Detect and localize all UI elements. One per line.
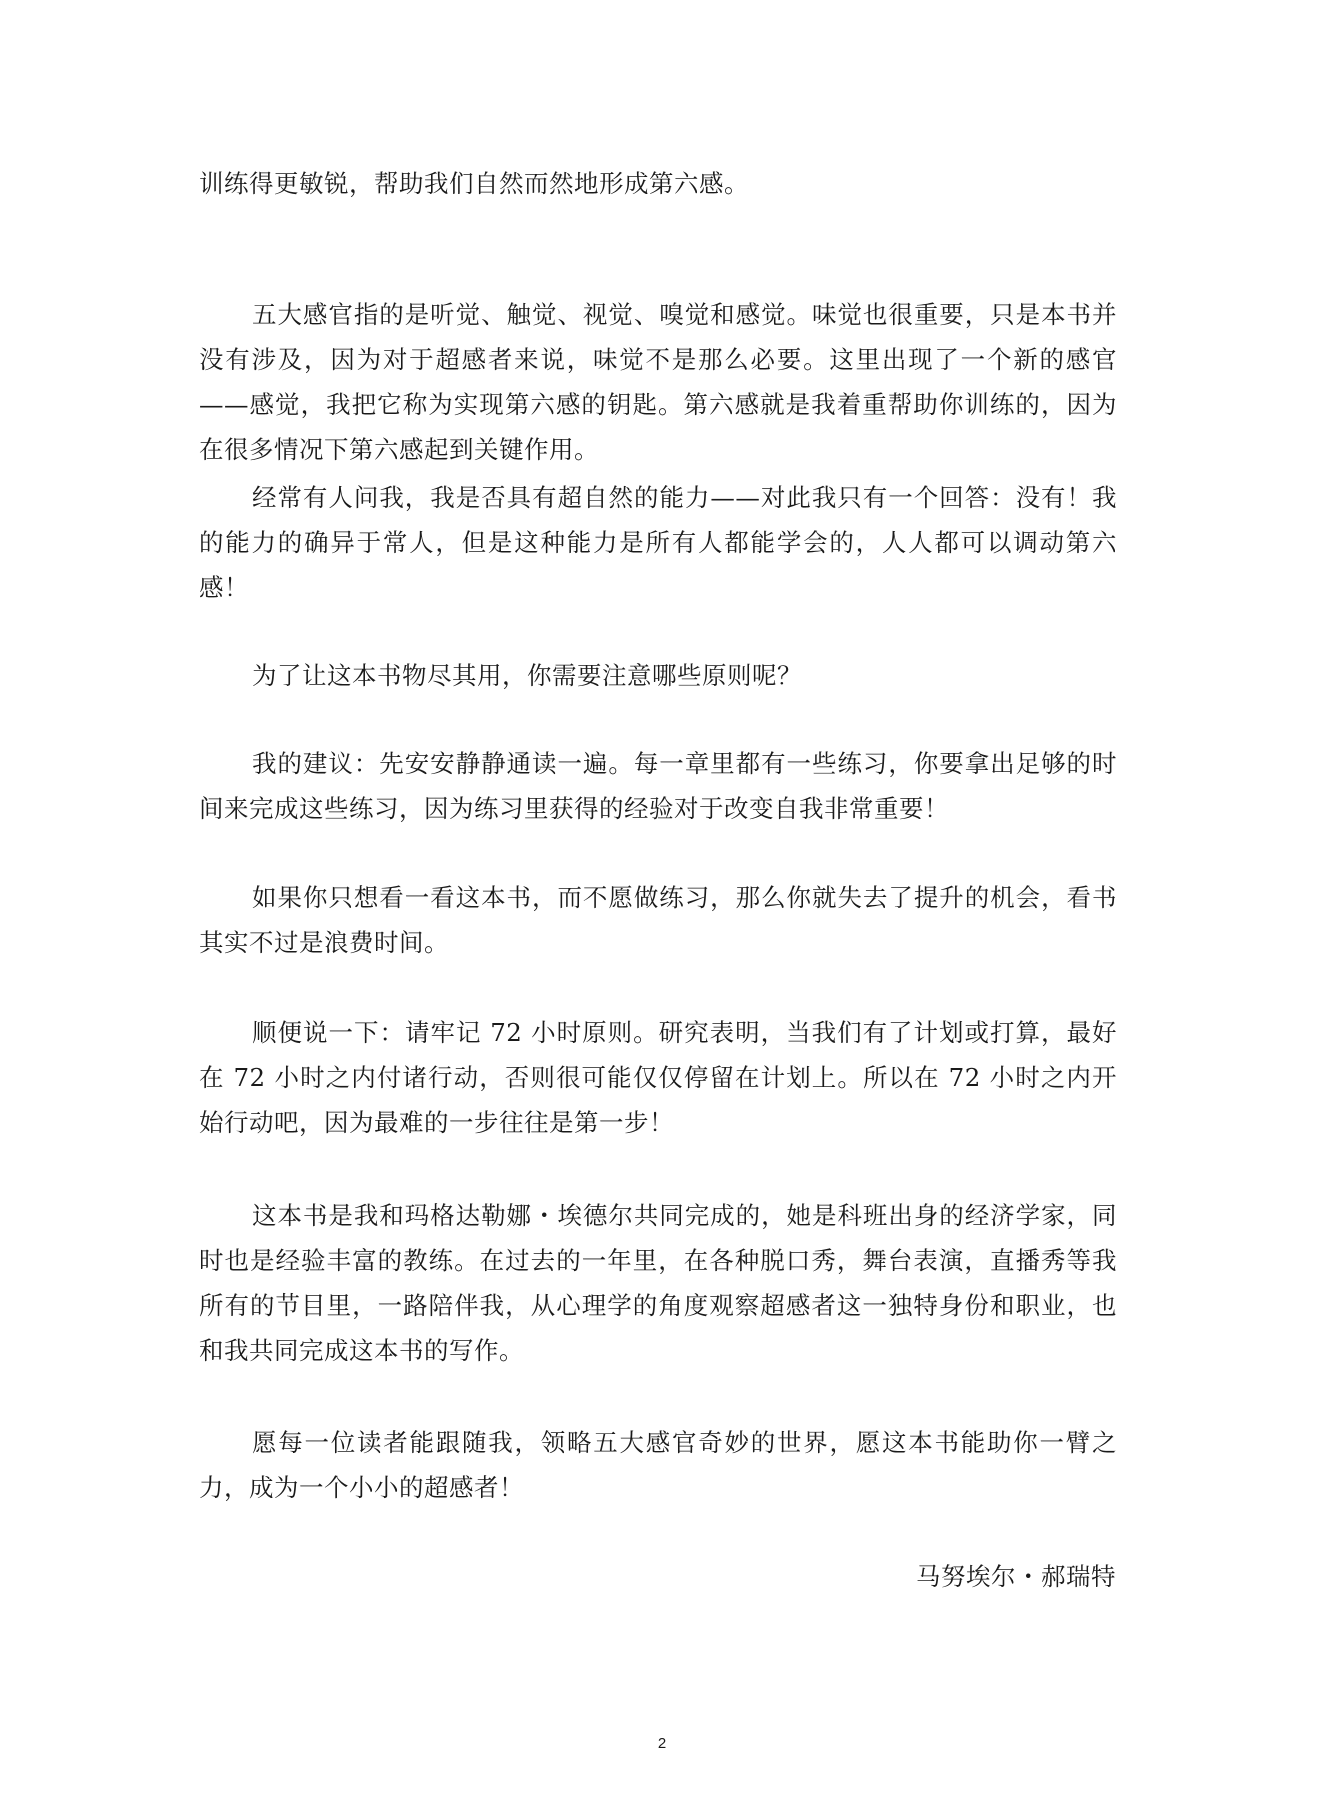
paragraph-1: 训练得更敏锐，帮助我们自然而然地形成第六感。: [199, 169, 749, 198]
paragraph-8: 这本书是我和玛格达勒娜・埃德尔共同完成的，她是科班出身的经济学家，同时也是经验丰富的教练。在过去的一年里，在各种脱口秀，舞台表演，直播秀等我所有的节目里，一路陪伴我，从心理学的角度观察超感者这一独特身份和职业，也和我共同完成这本书的写作。: [199, 1201, 1117, 1365]
paragraph-3: 经常有人问我，我是否具有超自然的能力——对此我只有一个回答：没有！我的能力的确异于常人，但是这种能力是所有人都能学会的，人人都可以调动第六感！: [199, 483, 1117, 602]
paragraph-9: 愿每一位读者能跟随我，领略五大感官奇妙的世界，愿这本书能助你一臂之力，成为一个小小的超感者！: [199, 1428, 1117, 1502]
paragraph-4: 为了让这本书物尽其用，你需要注意哪些原则呢？: [252, 661, 802, 690]
paragraph-2: 五大感官指的是听觉、触觉、视觉、嗅觉和感觉。味觉也很重要，只是本书并没有涉及，因为对于超感者来说，味觉不是那么必要。这里出现了一个新的感官——感觉，我把它称为实现第六感的钥匙。第六感就是我着重帮助你训练的，因为在很多情况下第六感起到关键作用。: [199, 300, 1117, 464]
author-signature: 马努埃尔・郝瑞特: [916, 1562, 1116, 1591]
paragraph-6: 如果你只想看一看这本书，而不愿做练习，那么你就失去了提升的机会，看书其实不过是浪费时间。: [199, 883, 1117, 957]
page-number: 2: [657, 1735, 667, 1752]
paragraph-7: 顺便说一下：请牢记 72 小时原则。研究表明，当我们有了计划或打算，最好在 72 小时之内付诸行动，否则很可能仅仅停留在计划上。所以在 72 小时之内开始行动吧，因为最难的一步往往是第一步！: [199, 1018, 1117, 1137]
paragraph-5: 我的建议：先安安静静通读一遍。每一章里都有一些练习，你要拿出足够的时间来完成这些练习，因为练习里获得的经验对于改变自我非常重要！: [199, 749, 1117, 823]
